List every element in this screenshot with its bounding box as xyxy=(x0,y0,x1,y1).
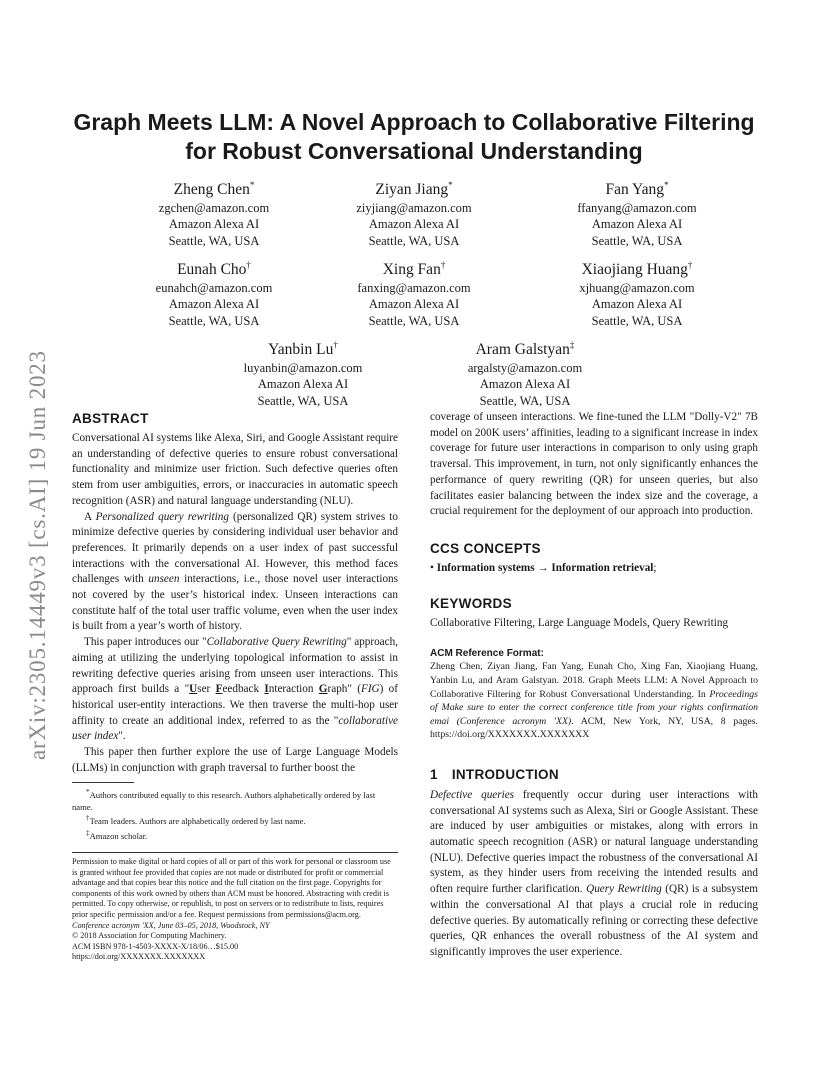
footnote-rule xyxy=(72,782,134,783)
author-affiliation: Amazon Alexa AI xyxy=(591,217,683,232)
left-column xyxy=(72,410,398,963)
author-name: Xiaojiang Huang† xyxy=(581,260,693,279)
author-name: Yanbin Lu† xyxy=(268,340,338,359)
doi-line: https://doi.org/XXXXXXX.XXXXXXX xyxy=(72,952,206,962)
permission-text: Permission to make digital or hard copies of all or part of this work for personal or classroom use is granted without fee provided that copies are not made or distributed for profit or commercial advantage and that copies bear this notice and the full citation on the first page. Copyrights for components of this work owned by others than ACM must be honored. Abstracting with credit is permitted. To copy otherwise, or republish, to post on servers or to redistribute to lists, requires prior specific permission and/or a fee. Request permissions from permissions@acm.org. xyxy=(72,857,391,920)
author-email: ziyjiang@amazon.com xyxy=(356,201,472,216)
acm-reference-text: Zheng Chen, Ziyan Jiang, Fan Yang, Eunah Cho, Xing Fan, Xiaojiang Huang, Yanbin Lu, and Aram Galstyan. 2018. Graph Meets LLM: A Novel Approach to Collaborative Filtering for Robust Conversational Understanding. In Proceedings of Make sure to enter the correct conference title from your rights confirmation emai (Conference acronym 'XX). ACM, New York, NY, USA, 8 pages. https://doi.org/XXXXXXX.XXXXXXX xyxy=(430,661,758,741)
author-affiliation: Amazon Alexa AI xyxy=(479,377,571,392)
footnotes xyxy=(72,782,398,842)
ccs-heading: CCS CONCEPTS xyxy=(430,540,541,556)
author-email: luyanbin@amazon.com xyxy=(243,361,363,376)
author-block xyxy=(527,255,747,329)
author-block xyxy=(415,335,635,409)
keywords-heading: KEYWORDS xyxy=(430,595,512,611)
acm-reference xyxy=(430,647,758,742)
author-name: Fan Yang* xyxy=(605,180,669,199)
author-block xyxy=(104,175,324,249)
author-block xyxy=(104,255,324,329)
keywords-text: Collaborative Filtering, Large Language Models, Query Rewriting xyxy=(430,616,729,629)
author-name: Zheng Chen* xyxy=(173,180,255,199)
author-block xyxy=(304,255,524,329)
author-email: ffanyang@amazon.com xyxy=(577,201,697,216)
abstract-continuation: coverage of unseen interactions. We fine-tuned the LLM "Dolly-V2" 7B model on 200K users’ affinities, leading to a significant increase in index coverage for future user interactions in comparison to only using graph traversal. This improvement, in turn, not only significantly enhances the performance of query rewriting (QR) for unseen queries, but also facilitates easier balancing between the index size and the coverage, a crucial requirement for the deployment of our approach into production. xyxy=(430,411,758,518)
title-line-2: for Robust Conversational Understanding xyxy=(185,138,643,164)
isbn-line: ACM ISBN 978-1-4503-XXXX-X/18/06…$15.00 xyxy=(72,941,239,951)
copyright-line: © 2018 Association for Computing Machinery. xyxy=(72,931,227,941)
footnote: ‡Amazon scholar. xyxy=(86,828,148,841)
permission-rule xyxy=(72,852,398,853)
acm-reference-heading: ACM Reference Format: xyxy=(430,648,544,660)
author-affiliation: Amazon Alexa AI xyxy=(168,297,260,312)
author-email: argalsty@amazon.com xyxy=(467,361,583,376)
author-name: Xing Fan† xyxy=(382,260,446,279)
author-location: Seattle, WA, USA xyxy=(368,313,460,328)
intro-paragraph: Defective queries frequently occur during user interactions with conversational AI systems such as Alexa, Siri or Google Assistant. These are induced by user ambiguities or mistakes, along with errors in automatic speech recognition (ASR) or natural language understanding (NLU). Defective queries impact the robustness of the conversational AI system, as they hinder users from receiving the intended results and often require further clarification. Query Rewriting (QR) is a subsystem within the conversational AI that plays a crucial role in reducing defective queries. By automatically refining or correcting these defective queries, QR enhances the overall robustness of the AI system and significantly improves the user experience. xyxy=(430,788,759,958)
abstract-paragraph: Conversational AI systems like Alexa, Siri, and Google Assistant require an understanding of defective queries to ensure robust conversational functionality and minimize user friction. Such defective queries often stem from user ambiguities, errors, or inaccuracies in automatic speech recognition (ASR) and natural language understanding (NLU). xyxy=(72,432,398,507)
author-location: Seattle, WA, USA xyxy=(368,233,460,248)
footnote: †Team leaders. Authors are alphabetically ordered by last name. xyxy=(86,814,306,827)
author-email: zgchen@amazon.com xyxy=(158,201,270,216)
arxiv-identifier: arXiv:2305.14449v3 [cs.AI] 19 Jun 2023 xyxy=(25,350,50,760)
author-location: Seattle, WA, USA xyxy=(591,233,683,248)
paper-title xyxy=(60,108,768,166)
author-email: xjhuang@amazon.com xyxy=(579,281,695,296)
author-block xyxy=(304,175,524,249)
footnote: *Authors contributed equally to this research. Authors alphabetically ordered by last name. xyxy=(72,788,376,812)
intro-heading: 1 INTRODUCTION xyxy=(430,766,559,782)
ccs-concepts: • Information systems → Information retrieval; xyxy=(430,561,657,574)
permission-block xyxy=(72,852,398,963)
author-affiliation: Amazon Alexa AI xyxy=(257,377,349,392)
author-block xyxy=(193,335,413,409)
author-affiliation: Amazon Alexa AI xyxy=(591,297,683,312)
author-block xyxy=(527,175,747,249)
conference-line: Conference acronym 'XX, June 03–05, 2018, Woodstock, NY xyxy=(72,920,270,930)
author-location: Seattle, WA, USA xyxy=(168,233,260,248)
author-email: eunahch@amazon.com xyxy=(155,281,273,296)
author-name: Ziyan Jiang* xyxy=(375,180,453,199)
abstract-paragraph: A Personalized query rewriting (personalized QR) system strives to minimize defective queries by considering individual user behavior and preferences. It primarily depends on a user index of past successful interactions with the conversational AI. However, this method faces challenges with unseen interactions, i.e., those novel user interactions not covered by the user’s historical index. Unseen interactions can constitute half of the total user traffic volume, even when the user index is built from a year’s worth of history. xyxy=(72,510,399,633)
abstract-paragraph: This paper introduces our "Collaborative Query Rewriting" approach, aiming at utilizing the underlying topological information to assist in rewriting defective queries arising from unseen user interactions. This approach first builds a "User Feedback Interaction Graph" (FIG) of historical user-entity interactions. We then traverse the multi-hop user affinity to create an additional index, referred to as the "collaborative user index". xyxy=(72,636,398,743)
author-affiliation: Amazon Alexa AI xyxy=(368,297,460,312)
right-column xyxy=(430,410,758,961)
title-line-1: Graph Meets LLM: A Novel Approach to Collaborative Filtering xyxy=(73,109,755,135)
author-email: fanxing@amazon.com xyxy=(357,281,471,296)
abstract-heading: ABSTRACT xyxy=(72,411,149,426)
author-location: Seattle, WA, USA xyxy=(479,393,571,408)
author-affiliation: Amazon Alexa AI xyxy=(368,217,460,232)
author-name: Eunah Cho† xyxy=(177,260,251,279)
author-affiliation: Amazon Alexa AI xyxy=(168,217,260,232)
author-location: Seattle, WA, USA xyxy=(257,393,349,408)
author-location: Seattle, WA, USA xyxy=(591,313,683,328)
author-location: Seattle, WA, USA xyxy=(168,313,260,328)
author-name: Aram Galstyan‡ xyxy=(475,340,575,359)
abstract-paragraph: This paper then further explore the use of Large Language Models (LLMs) in conjunction with graph traversal to further boost the xyxy=(72,746,398,774)
